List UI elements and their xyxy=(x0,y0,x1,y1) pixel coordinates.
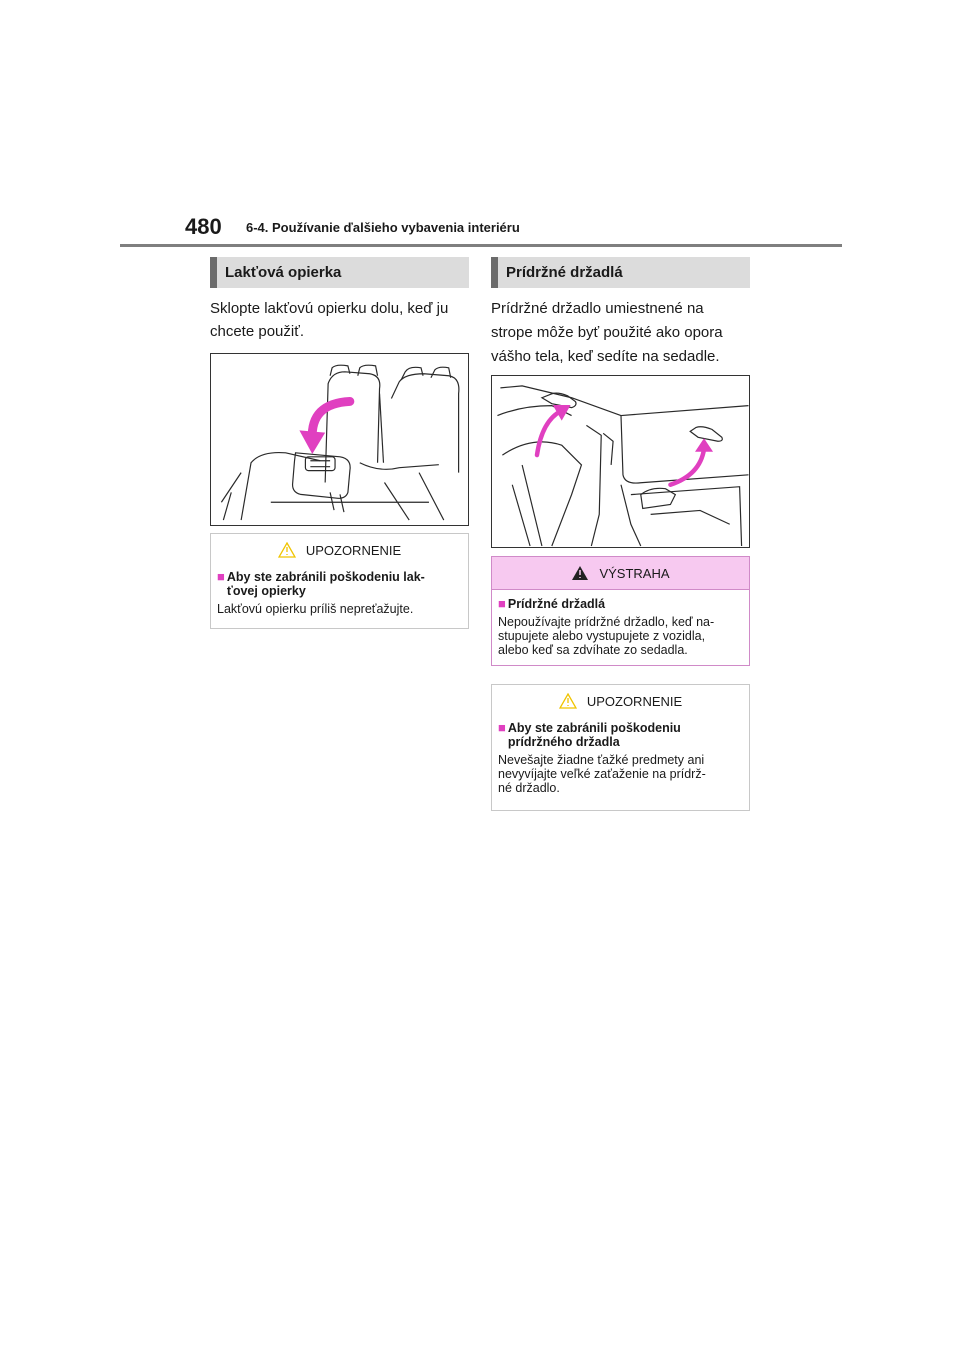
caution-body xyxy=(492,717,749,803)
text-line: strope môže byť použité ako opora xyxy=(491,324,723,341)
armrest-illustration xyxy=(210,353,469,526)
caution-subheading xyxy=(217,570,462,598)
assist-grips-illustration xyxy=(491,375,750,548)
assist-grips-description xyxy=(491,297,753,369)
page-number: 480 xyxy=(185,214,222,239)
square-bullet-icon: ■ xyxy=(498,596,506,611)
assist-grips-warning-box xyxy=(491,556,750,666)
caution-label: UPOZORNENIE xyxy=(305,542,402,558)
section-heading-assist-grips: Prídržné držadlá xyxy=(491,257,750,288)
caution-text: Lakťovú opierku príliš nepreťažujte. xyxy=(217,602,414,616)
warning-text-line: Nepoužívajte prídržné držadlo, keď na- xyxy=(498,615,715,629)
armrest-caution-box xyxy=(210,533,469,629)
warning-header xyxy=(492,557,749,590)
caution-body xyxy=(211,566,468,624)
warning-subheading xyxy=(498,597,743,611)
header-rule xyxy=(120,244,842,247)
subheading-line: Aby ste zabránili poškodeniu xyxy=(507,721,681,735)
warning-text-line: alebo keď sa zdvíhate zo sedadla. xyxy=(498,643,688,657)
caution-header xyxy=(211,534,468,566)
text-line: vášho tela, keď sedíte na sedadle. xyxy=(491,348,720,365)
text-line: Prídržné držadlo umiestnené na xyxy=(491,300,704,317)
subheading-line: prídržného držadla xyxy=(507,735,620,749)
caution-label: UPOZORNENIE xyxy=(586,693,683,709)
text-line: chcete použiť. xyxy=(210,323,305,340)
section-heading-armrest: Lakťová opierka xyxy=(210,257,469,288)
square-bullet-icon: ■ xyxy=(217,569,225,584)
caution-text-line: nevyvíjajte veľké zaťaženie na prídrž- xyxy=(498,767,706,781)
assist-grips-caution-box xyxy=(491,684,750,811)
caution-header xyxy=(492,685,749,717)
text-line: Sklopte lakťovú opierku dolu, keď ju xyxy=(210,300,449,317)
warning-triangle-icon xyxy=(571,565,589,581)
caution-text-line: né držadlo. xyxy=(498,781,560,795)
subheading-line: Aby ste zabránili poškodeniu lak- xyxy=(226,570,425,584)
caution-triangle-icon xyxy=(559,693,577,709)
chapter-title: 6-4. Používanie ďalšieho vybavenia interiéru xyxy=(246,220,520,235)
warning-text-line: stupujete alebo vystupujete z vozidla, xyxy=(498,629,706,643)
warning-label: VÝSTRAHA xyxy=(599,565,670,581)
warning-body xyxy=(492,590,749,665)
armrest-description xyxy=(210,297,472,343)
caution-triangle-icon xyxy=(278,542,296,558)
subheading-line: Prídržné držadlá xyxy=(507,597,606,611)
caution-text-line: Nevešajte žiadne ťažké predmety ani xyxy=(498,753,705,767)
square-bullet-icon: ■ xyxy=(498,720,506,735)
caution-subheading xyxy=(498,721,743,749)
subheading-line: ťovej opierky xyxy=(226,584,306,598)
